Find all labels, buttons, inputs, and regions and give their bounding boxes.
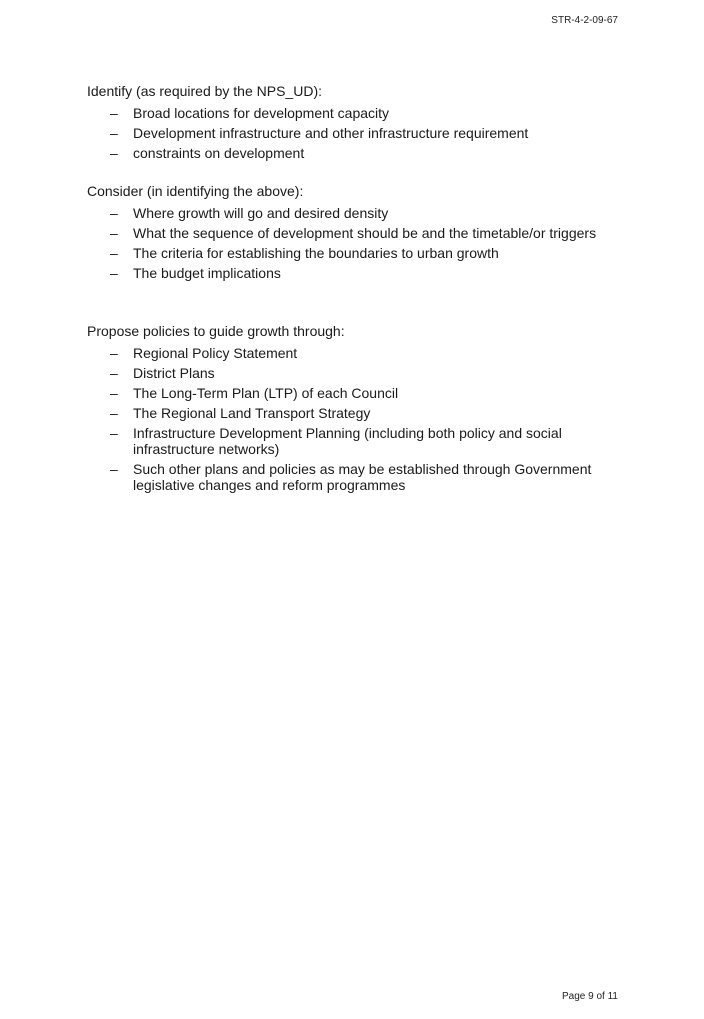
section-heading: Identify (as required by the NPS_UD): <box>87 83 322 99</box>
list-item <box>87 265 627 281</box>
document-reference: STR-4-2-09-67 <box>551 15 618 26</box>
list-item <box>87 345 627 361</box>
section-heading: Propose policies to guide growth through: <box>87 323 345 339</box>
dash-bullet-icon: – <box>110 345 118 361</box>
page-number: Page 9 of 11 <box>562 991 618 1002</box>
dash-bullet-icon: – <box>110 365 118 381</box>
list-item-text: What the sequence of development should be and the timetable/or triggers <box>133 225 597 241</box>
section-identify <box>87 81 627 161</box>
list-item <box>87 105 627 121</box>
list-item <box>87 461 627 493</box>
list-item-text: The Long-Term Plan (LTP) of each Council <box>133 385 399 401</box>
dash-bullet-icon: – <box>110 125 118 141</box>
list-item <box>87 365 627 381</box>
list-item <box>87 125 627 141</box>
dash-bullet-icon: – <box>110 225 118 241</box>
list-item-text: Such other plans and policies as may be established through Government legislative changes and reform programmes <box>133 461 592 493</box>
dash-bullet-icon: – <box>110 205 118 221</box>
list-item-text: The Regional Land Transport Strategy <box>133 405 371 421</box>
section-heading: Consider (in identifying the above): <box>87 183 304 199</box>
list-item <box>87 225 627 241</box>
bullet-list <box>87 205 627 281</box>
list-item-text: constraints on development <box>133 145 305 161</box>
dash-bullet-icon: – <box>110 265 118 281</box>
list-item-text: The criteria for establishing the boundaries to urban growth <box>133 245 499 261</box>
list-item-text: The budget implications <box>133 265 281 281</box>
dash-bullet-icon: – <box>110 385 118 401</box>
list-item <box>87 385 627 401</box>
list-item-text: Development infrastructure and other infrastructure requirement <box>133 125 529 141</box>
dash-bullet-icon: – <box>110 245 118 261</box>
list-item-text: Where growth will go and desired density <box>133 205 389 221</box>
list-item <box>87 245 627 261</box>
dash-bullet-icon: – <box>110 145 118 161</box>
list-item-text: District Plans <box>133 365 215 381</box>
list-item <box>87 425 627 457</box>
list-item <box>87 145 627 161</box>
list-item-text: Infrastructure Development Planning (including both policy and social infrastructure networks) <box>133 425 562 457</box>
list-item <box>87 405 627 421</box>
dash-bullet-icon: – <box>110 461 118 477</box>
bullet-list <box>87 345 627 493</box>
dash-bullet-icon: – <box>110 405 118 421</box>
dash-bullet-icon: – <box>110 425 118 441</box>
list-item-text: Broad locations for development capacity <box>133 105 390 121</box>
list-item-text: Regional Policy Statement <box>133 345 298 361</box>
dash-bullet-icon: – <box>110 105 118 121</box>
list-item <box>87 205 627 221</box>
section-propose <box>87 321 627 493</box>
section-consider <box>87 181 627 281</box>
bullet-list <box>87 105 627 161</box>
